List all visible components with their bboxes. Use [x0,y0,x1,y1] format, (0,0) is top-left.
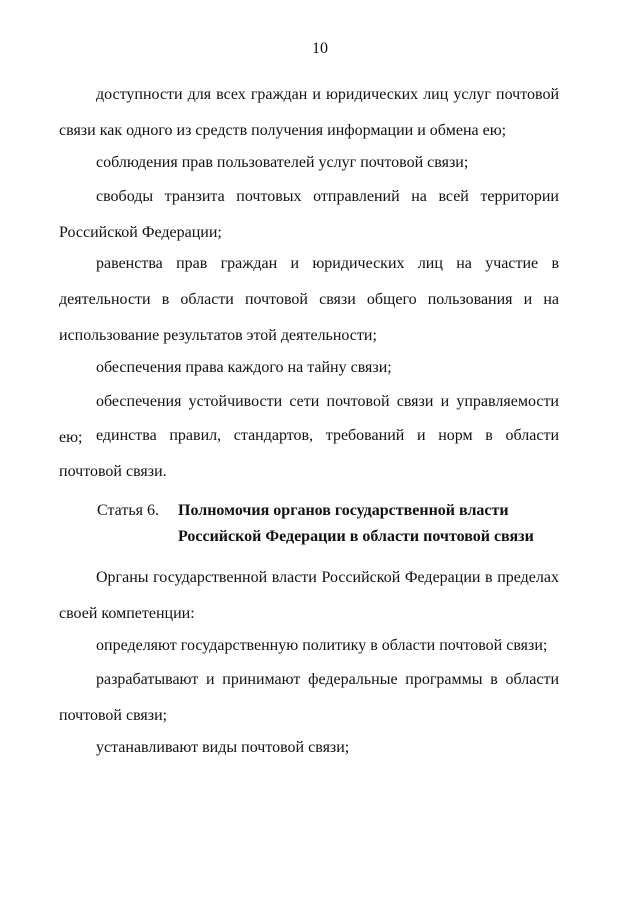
paragraph [59,179,559,251]
text-line: единства правил, стандартов, требований и норм в области [96,427,559,444]
text-line: деятельности в области почтовой связи общего пользования и на [59,291,559,308]
paragraph [59,350,559,386]
text-line: почтовой связи; [59,707,168,724]
article-title-line: Российской Федерации в области почтовой связи [178,528,534,545]
text-line: разрабатывают и принимают федеральные программы в области [96,671,559,688]
article-title-line: Полномочия органов государственной власти [178,502,509,519]
article-number: Статья 6. [97,502,159,519]
article-title [178,498,538,550]
text-line: Органы государственной власти Российской Федерации в пределах [96,569,559,586]
text-line: соблюдения прав пользователей услуг почтовой связи; [96,154,469,171]
page-number: 10 [312,40,328,57]
paragraph [59,560,559,632]
text-line: определяют государственную политику в области почтовой связи; [96,637,548,654]
text-line: связи как одного из средств получения информации и обмена ею; [59,122,507,139]
text-line: почтовой связи. [59,463,167,480]
paragraph [59,418,559,490]
paragraph [59,145,559,181]
paragraph [59,77,559,149]
paragraph [59,628,559,664]
text-line: доступности для всех граждан и юридических лиц услуг почтовой [96,86,559,103]
text-line: обеспечения права каждого на тайну связи; [96,359,392,376]
text-line: устанавливают виды почтовой связи; [96,739,350,756]
text-line: Российской Федерации; [59,224,222,241]
text-line: своей компетенции: [59,605,195,622]
text-line: использование результатов этой деятельности; [59,327,377,344]
paragraph [59,246,559,354]
paragraph [59,662,559,734]
text-line: обеспечения устойчивости сети почтовой связи и управляемости ею; [59,393,559,446]
text-line: свободы транзита почтовых отправлений на всей территории [96,188,559,205]
text-line: равенства прав граждан и юридических лиц на участие в [96,255,559,272]
paragraph [59,730,559,766]
